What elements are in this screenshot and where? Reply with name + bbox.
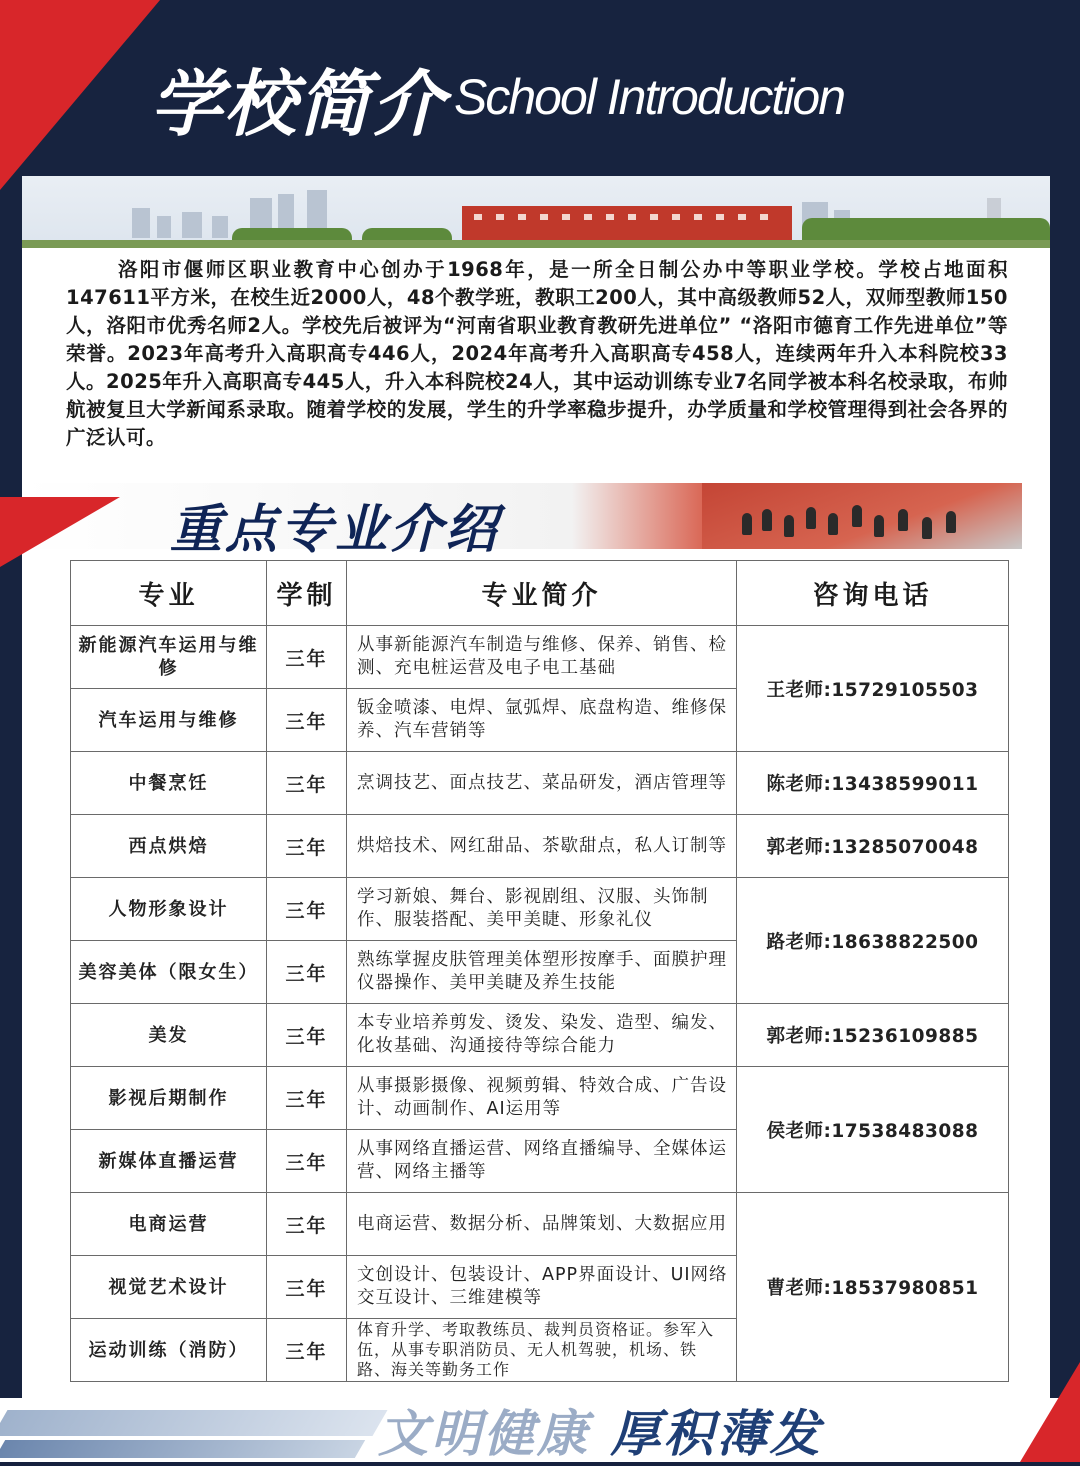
table-row [71, 1067, 1009, 1130]
contact-phone: 曹老师:18537980851 [737, 1193, 1009, 1382]
major-duration: 三年 [267, 815, 347, 878]
major-description: 电商运营、数据分析、品牌策划、大数据应用 [347, 1193, 737, 1256]
contact-phone: 郭老师:13285070048 [737, 815, 1009, 878]
major-name: 视觉艺术设计 [71, 1256, 267, 1319]
major-duration: 三年 [267, 941, 347, 1004]
decor-red-triangle-bottom [1020, 1362, 1080, 1462]
decor-red-triangle-top [0, 0, 160, 190]
major-name: 汽车运用与维修 [71, 689, 267, 752]
table-row [71, 815, 1009, 878]
decor-red-triangle-middle [0, 497, 120, 567]
header-duration: 学制 [267, 561, 347, 626]
major-duration: 三年 [267, 689, 347, 752]
major-duration: 三年 [267, 1319, 347, 1382]
major-description: 学习新娘、舞台、影视剧组、汉服、头饰制作、服装搭配、美甲美睫、形象礼仪 [347, 878, 737, 941]
header-phone: 咨询电话 [737, 561, 1009, 626]
header-major: 专业 [71, 561, 267, 626]
contact-phone: 郭老师:15236109885 [737, 1004, 1009, 1067]
contact-phone: 王老师:15729105503 [737, 626, 1009, 752]
slogan-part-2: 厚积薄发 [610, 1404, 823, 1463]
major-description: 烘焙技术、网红甜品、茶歇甜点，私人订制等 [347, 815, 737, 878]
contact-phone: 侯老师:17538483088 [737, 1067, 1009, 1193]
school-intro-paragraph [66, 256, 1008, 452]
major-name: 西点烘焙 [71, 815, 267, 878]
major-description: 从事网络直播运营、网络直播编导、全媒体运营、网络主播等 [347, 1130, 737, 1193]
major-duration: 三年 [267, 1004, 347, 1067]
school-building [462, 206, 792, 244]
table-row [71, 1004, 1009, 1067]
section-title: 重点专业介绍 [170, 499, 501, 560]
major-duration: 三年 [267, 1193, 347, 1256]
major-name: 新媒体直播运营 [71, 1130, 267, 1193]
major-name: 人物形象设计 [71, 878, 267, 941]
major-name: 美发 [71, 1004, 267, 1067]
major-name: 运动训练（消防） [71, 1319, 267, 1382]
table-row [71, 878, 1009, 941]
major-description: 从事摄影摄像、视频剪辑、特效合成、广告设计、动画制作、AI运用等 [347, 1067, 737, 1130]
table-header-row [71, 561, 1009, 626]
major-description: 熟练掌握皮肤管理美体塑形按摩手、面膜护理仪器操作、美甲美睫及养生技能 [347, 941, 737, 1004]
table-row [71, 1193, 1009, 1256]
major-duration: 三年 [267, 752, 347, 815]
slogan-part-1: 文明健康 [378, 1404, 590, 1463]
footer-slogan [378, 1394, 822, 1466]
contact-phone: 陈老师:13438599011 [737, 752, 1009, 815]
table-row [71, 752, 1009, 815]
major-description: 文创设计、包装设计、APP界面设计、UI网络交互设计、三维建模等 [347, 1256, 737, 1319]
header-description: 专业简介 [347, 561, 737, 626]
page-title-cn: 学校简介 [150, 61, 447, 146]
major-duration: 三年 [267, 626, 347, 689]
major-name: 影视后期制作 [71, 1067, 267, 1130]
intro-text: 洛阳市偃师区职业教育中心创办于1968年，是一所全日制公办中等职业学校。学校占地面积147611平方米，在校生近2000人，48个教学班，教职工200人，其中高级教师52人，双师型教师150人，洛阳市优秀名师2人。学校先后被评为“河南省职业教育教研先进单位” “洛阳市德育工作先进单位”等荣誉。2023年高考升入高职高专446人，2024年高考升入高职高专458人，连续两年升入本科院校33人。2025年升入高职高专445人，升入本科院校24人，其中运动训练专业7名同学被本科名校录取，布帅航被复旦大学新闻系录取。随着学校的发展，学生的升学率稳步提升，办学质量和学校管理得到社会各界的广泛认可。 [66, 258, 1008, 449]
page-header [150, 46, 1050, 146]
major-duration: 三年 [267, 1256, 347, 1319]
sports-track-image [702, 483, 1022, 549]
major-duration: 三年 [267, 878, 347, 941]
major-name: 电商运营 [71, 1193, 267, 1256]
major-description: 体育升学、考取教练员、裁判员资格证。参军入伍，从事专职消防员、无人机驾驶，机场、铁路、海关等勤务工作 [347, 1319, 737, 1382]
major-description: 从事新能源汽车制造与维修、保养、销售、检测、充电桩运营及电子电工基础 [347, 626, 737, 689]
major-name: 中餐烹饪 [71, 752, 267, 815]
major-description: 钣金喷漆、电焊、氩弧焊、底盘构造、维修保养、汽车营销等 [347, 689, 737, 752]
school-skyline-image [22, 176, 1050, 248]
contact-phone: 路老师:18638822500 [737, 878, 1009, 1004]
major-duration: 三年 [267, 1067, 347, 1130]
page-title-en: School Introduction [454, 69, 845, 125]
table-row [71, 626, 1009, 689]
major-name: 美容美体（限女生） [71, 941, 267, 1004]
decor-blue-stripe [0, 1410, 388, 1436]
major-duration: 三年 [267, 1130, 347, 1193]
decor-blue-stripe [0, 1440, 365, 1458]
major-description: 本专业培养剪发、烫发、染发、造型、编发、化妆基础、沟通接待等综合能力 [347, 1004, 737, 1067]
majors-table [70, 560, 1009, 1382]
major-name: 新能源汽车运用与维修 [71, 626, 267, 689]
major-description: 烹调技艺、面点技艺、菜品研发，酒店管理等 [347, 752, 737, 815]
